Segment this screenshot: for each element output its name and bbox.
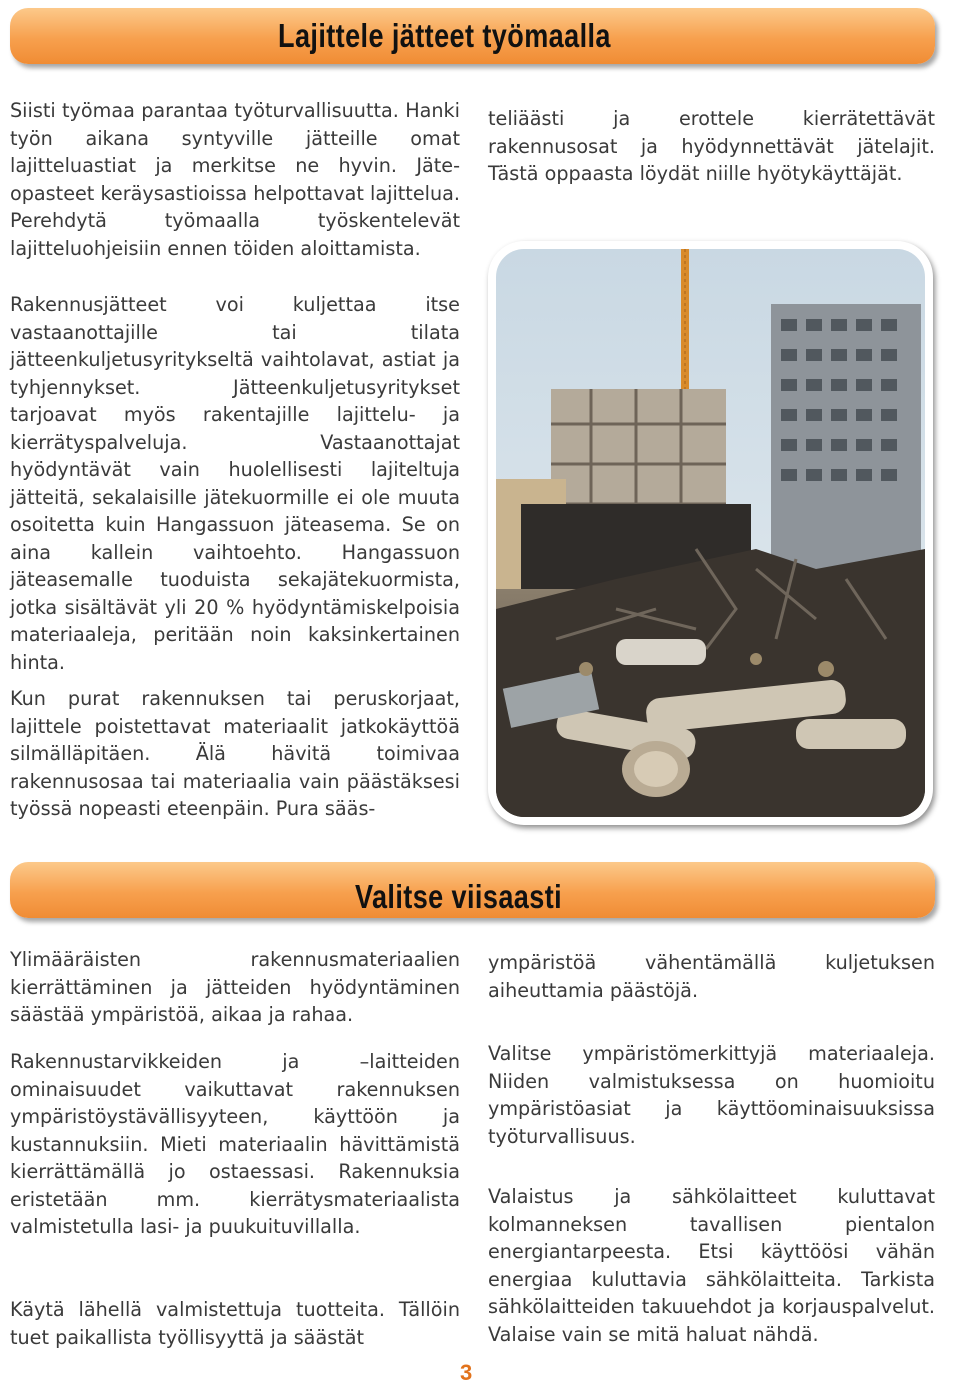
- paragraph: Käytä lähellä valmistettuja tuotteita. Tällöin tuet paikallista työllisyyttä ja säästät: [10, 1298, 460, 1349]
- section1-left-column-2: [10, 291, 460, 676]
- paragraph: teliäästi ja erottele kierrätettävät rakennusosat ja hyödynnettävät jätelajit. Tästä oppaasta löydät niille hyötykäyttäjät.: [488, 107, 935, 185]
- section2-left-column-2: [10, 1048, 460, 1241]
- paragraph: Valaistus ja sähkölaitteet kuluttavat kolmanneksen tavallisen pientalon energiantarpeesta. Etsi käyttöösi vähän energiaa kuluttavia sähkölaitteita. Tarkista sähkölaitteiden takuuehdot ja korjauspalvelut. Valaise vain se mitä haluat nähdä.: [488, 1185, 935, 1346]
- section-banner-sorting: [10, 8, 935, 64]
- section1-right-column: [488, 105, 935, 188]
- section-banner-choose-wisely: [10, 862, 935, 918]
- paragraph: Ylimääräisten rakennusmateriaalien kierrättäminen ja jätteiden hyödyntäminen säästää ympäristöä, aikaa ja rahaa.: [10, 948, 460, 1026]
- section-title: Lajittele jätteet työmaalla: [278, 17, 611, 54]
- paragraph: Siisti työmaa parantaa työturvallisuutta. Hanki työn aikana syntyville jätteille omat lajitteluastiat ja merkitse ne hyvin. Jäte-opasteet keräysastioissa helpottavat lajittelua. Perehdytä työmaalla työskentelevät lajitteluohjeisiin ennen töiden aloittamista.: [10, 99, 460, 260]
- section2-left-column: [10, 946, 460, 1029]
- paragraph: Valitse ympäristömerkittyjä materiaaleja. Niiden valmistuksessa on huomioitu ympäristöasiat ja käyttöominaisuuksissa työturvallisuus.: [488, 1042, 935, 1148]
- paragraph: Rakennustarvikkeiden ja –laitteiden ominaisuudet vaikuttavat rakennuksen ympäristöystävällisyyteen, käyttöön ja kustannuksiin. Mieti materiaalin hävittämistä kierrättämällä jo ostaessasi. Rakennuksia eristetään mm. kierrätysmateriaalista valmistetulla lasi- ja puukuituvillalla.: [10, 1050, 460, 1238]
- section1-left-column-3: [10, 685, 460, 823]
- page-number: 3: [460, 1360, 473, 1385]
- section2-left-column-3: [10, 1296, 460, 1351]
- paragraph: ympäristöä vähentämällä kuljetuksen aiheuttamia päästöjä.: [488, 951, 935, 1002]
- section1-left-column: [10, 97, 460, 262]
- construction-site-photo: [488, 241, 933, 825]
- paragraph: Kun purat rakennuksen tai peruskorjaat, lajittele poistettavat materiaalit jatkokäyttöä silmälläpitäen. Älä hävitä toimivaa rakennusosaa tai materiaalia vain päästäksesi työssä nopeasti eteenpäin. Pura sääs-: [10, 687, 460, 820]
- section2-right-column: [488, 949, 935, 1004]
- photo-illustration: [496, 249, 925, 817]
- section2-right-column-3: [488, 1183, 935, 1348]
- paragraph: Rakennusjätteet voi kuljettaa itse vastaanottajille tai tilata jätteenkuljetusyritykseltä vaihtolavat, astiat ja tyhjennykset. Jätteenkuljetusyritykset tarjoavat myös rakentajille lajittelu- ja kierrätyspalveluja. Vastaanottajat hyödyntävät vain huolellisesti lajiteltuja jätteitä, sekalaisille jätekuormille ei ole muuta osoitetta kuin Hangassuon jäteasema. Se on aina kallein vaihtoehto. Hangassuon jäteasemalle tuoduista sekajätekuormista, jotka sisältävät yli 20 % hyödyntämiskelpoisia materiaaleja, peritään noin kaksinkertainen hinta.: [10, 293, 460, 674]
- section2-right-column-2: [488, 1040, 935, 1150]
- section-title: Valitse viisaasti: [355, 878, 563, 915]
